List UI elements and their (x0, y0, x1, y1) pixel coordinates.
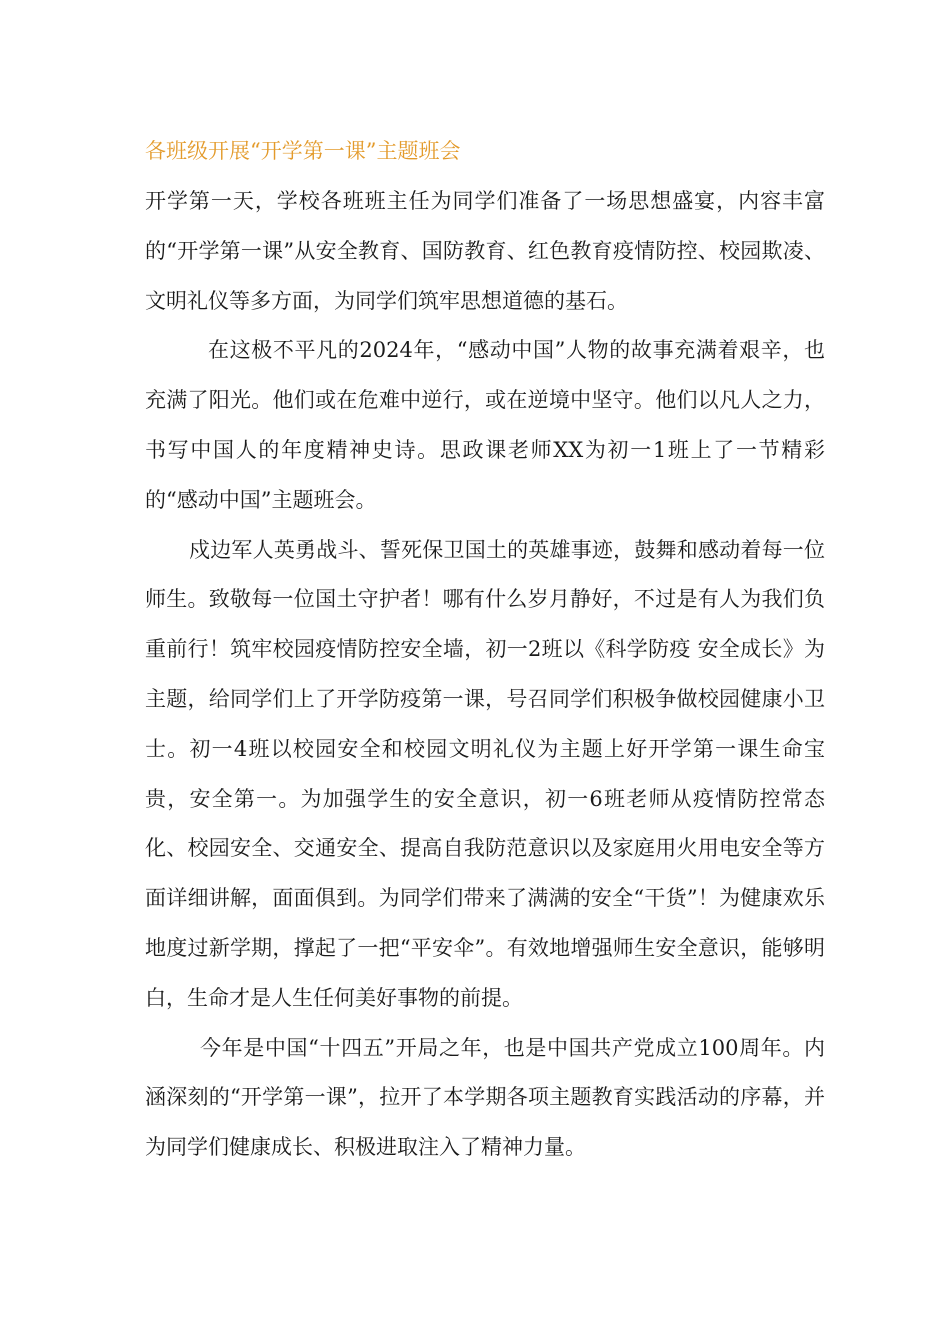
paragraph-2: 在这极不平凡的2024年，“感动中国”人物的故事充满着艰辛，也充满了阳光。他们或在危难中逆行，或在逆境中坚守。他们以凡人之力，书写中国人的年度精神史诗。思政课老师XX为初一1班上了一节精彩的“感动中国”主题班会。 (145, 338, 825, 512)
paragraph-3: 戍边军人英勇战斗、誓死保卫国土的英雄事迹，鼓舞和感动着每一位师生。致敬每一位国土守护者！哪有什么岁月静好，不过是有人为我们负重前行！筑牢校园疫情防控安全墙，初一2班以《科学防疫 安全成长》为主题，给同学们上了开学防疫第一课，号召同学们积极争做校园健康小卫士。初一4班以校园安全和校园文明礼仪为主题上好开学第一课生命宝贵，安全第一。为加强学生的安全意识，初一6班老师从疫情防控常态化、校园安全、交通安全、提高自我防范意识以及家庭用火用电安全等方面详细讲解，面面俱到。为同学们带来了满满的安全“干货”！为健康欢乐地度过新学期，撑起了一把“平安伞”。有效地增强师生安全意识，能够明白，生命才是人生任何美好事物的前提。 (145, 537, 825, 1010)
paragraph-4: 今年是中国“十四五”开局之年，也是中国共产党成立100周年。内涵深刻的“开学第一课”，拉开了本学期各项主题教育实践活动的序幕，并为同学们健康成长、积极进取注入了精神力量。 (145, 1035, 825, 1160)
document-title: 各班级开展“开学第一课”主题班会 (145, 139, 461, 163)
paragraph-1: 开学第一天，学校各班班主任为同学们准备了一场思想盛宴，内容丰富的“开学第一课”从安全教育、国防教育、红色教育疫情防控、校园欺凌、文明礼仪等多方面，为同学们筑牢思想道德的基石。 (145, 189, 825, 313)
document-body (145, 125, 825, 1173)
